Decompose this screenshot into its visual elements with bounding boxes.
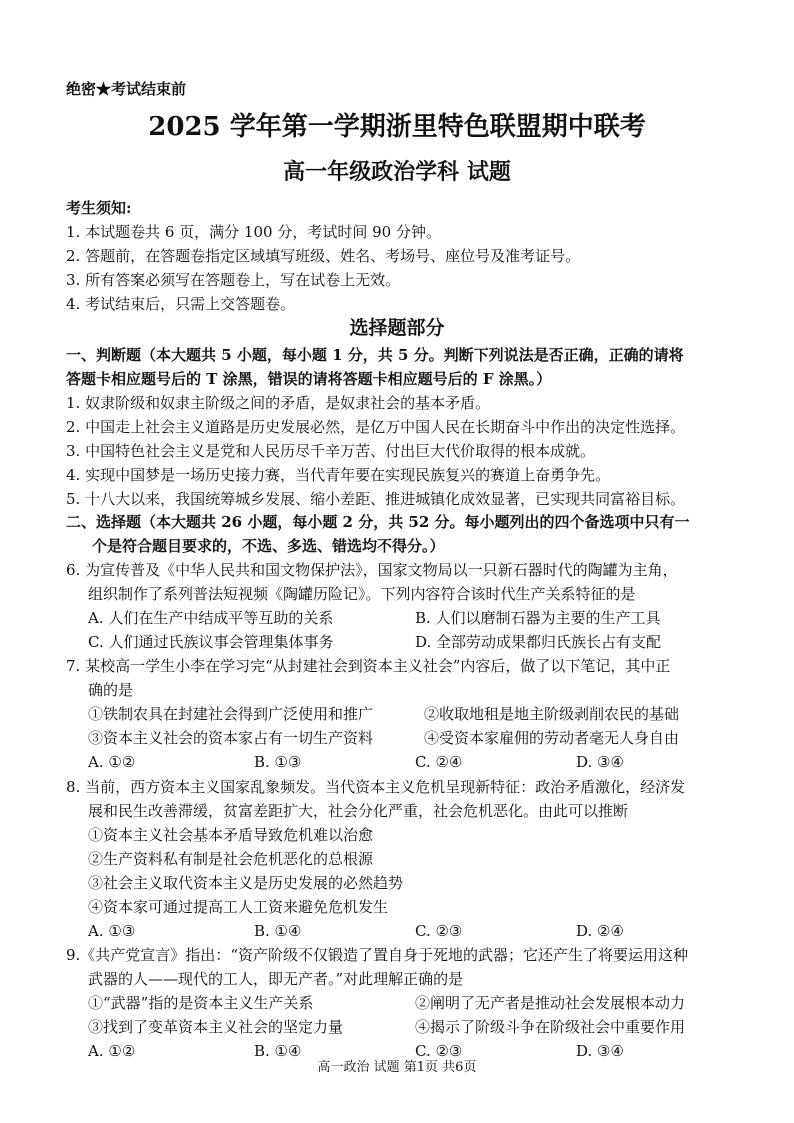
q7-statement-1: ①铁制农具在封建社会得到广泛使用和推广 [88,705,374,723]
q8-option-c: C. ②③ [415,922,463,940]
q7-option-a: A. ①② [88,753,136,771]
part2-heading: 二、选择题（本大题共 26 小题，每小题 2 分，共 52 分。每小题列出的四个备选项中只有一 [66,513,690,531]
q6-option-b: B. 人们以磨制石器为主要的生产工具 [415,609,661,627]
q9-statement-3: ③找到了变革资本主义社会的坚定力量 [88,1018,344,1036]
q8-option-b: B. ①④ [254,922,302,940]
q6-option-a: A. 人们在生产中结成平等互助的关系 [88,609,334,627]
q9-statement-4: ④揭示了阶级斗争在阶级社会中重要作用 [415,1018,686,1036]
part1-heading-cont: 答题卡相应题号后的 T 涂黑，错误的请将答题卡相应题号后的 F 涂黑。） [66,370,552,388]
q8-option-a: A. ①③ [88,922,136,940]
q6-option-c: C. 人们通过氏族议事会管理集体事务 [88,633,334,651]
question-6-stem: 6. 为宣传普及《中华人民共和国文物保护法》，国家文物局以一只新石器时代的陶罐为主角， [66,561,678,579]
q9-option-d: D. ③④ [576,1042,624,1060]
question-6-stem-cont: 组织制作了系列普法短视频《陶罐历险记》。下列内容符合该时代生产关系特征的是 [88,585,636,603]
judgment-item: 3. 中国特色社会主义是党和人民历尽千辛万苦、付出巨大代价取得的根本成就。 [66,442,596,460]
question-8-stem-cont: 展和民生改善滞缓，贫富差距扩大，社会分化严重，社会危机恶化。由此可以推断 [88,802,629,820]
q7-option-c: C. ②④ [415,753,463,771]
judgment-item: 1. 奴隶阶级和奴隶主阶级之间的矛盾，是奴隶社会的基本矛盾。 [66,394,491,412]
q8-statement-4: ④资本家可通过提高工人工资来避免危机发生 [88,898,389,916]
q9-option-a: A. ①② [88,1042,136,1060]
q8-statement-3: ③社会主义取代资本主义是历史发展的必然趋势 [88,874,404,892]
page-footer: 高一政治 试题 第1页 共6页 [317,1060,477,1075]
q6-option-d: D. 全部劳动成果都归氏族长占有支配 [415,633,662,651]
question-8-stem: 8. 当前，西方资本主义国家乱象频发。当代资本主义危机呈现新特征：政治矛盾激化，经济发 [66,778,686,796]
exam-subtitle: 高一年级政治学科 试题 [283,159,511,185]
q8-statement-2: ②生产资料私有制是社会危机恶化的总根源 [88,850,374,868]
q8-option-d: D. ②④ [576,922,624,940]
confidential-label: 绝密★考试结束前 [66,80,187,98]
notice-item: 2. 答题前，在答题卷指定区域填写班级、姓名、考场号、座位号及准考证号。 [66,247,581,265]
q9-option-c: C. ②③ [415,1042,463,1060]
notice-item: 1. 本试题卷共 6 页，满分 100 分，考试时间 90 分钟。 [66,223,441,241]
q7-statement-2: ②收取地租是地主阶级剥削农民的基础 [424,705,680,723]
q7-statement-3: ③资本主义社会的资本家占有一切生产资料 [88,729,374,747]
notice-item: 3. 所有答案必须写在答题卷上，写在试卷上无效。 [66,271,401,289]
question-9-stem: 9.《共产党宣言》指出：“资产阶级不仅锻造了置自身于死地的武器；它还产生了将要运用这种 [66,946,688,964]
section-title: 选择题部分 [349,317,445,339]
q9-statement-2: ②阐明了无产者是推动社会发展根本动力 [415,994,686,1012]
part2-heading-cont: 个是符合题目要求的，不选、多选、错选均不得分。） [92,537,445,555]
exam-title: 2025 学年第一学期浙里特色联盟期中联考 [148,112,646,142]
q8-statement-1: ①资本主义社会基本矛盾导致危机难以治愈 [88,826,374,844]
judgment-item: 5. 十八大以来，我国统筹城乡发展、缩小差距、推进城镇化成效显著，已实现共同富裕目标。 [66,490,686,508]
question-9-stem-cont: 武器的人——现代的工人，即无产者。”对此理解正确的是 [88,970,464,988]
judgment-item: 2. 中国走上社会主义道路是历史发展必然，是亿万中国人民在长期奋斗中作出的决定性选择。 [66,418,686,436]
notice-item: 4. 考试结束后，只需上交答题卷。 [66,295,296,313]
judgment-item: 4. 实现中国梦是一场历史接力赛，当代青年要在实现民族复兴的赛道上奋勇争先。 [66,466,611,484]
q9-statement-1: ①“武器”指的是资本主义生产关系 [88,994,314,1012]
question-7-stem-cont: 确的是 [88,681,134,699]
question-7-stem: 7. 某校高一学生小李在学习完“从封建社会到资本主义社会”内容后，做了以下笔记，其中正 [66,657,671,675]
notice-heading: 考生须知: [66,199,132,217]
q7-option-d: D. ③④ [576,753,624,771]
q7-statement-4: ④受资本家雇佣的劳动者毫无人身自由 [424,729,680,747]
part1-heading: 一、判断题（本大题共 5 小题，每小题 1 分，共 5 分。判断下列说法是否正确，正确的请将 [66,346,684,364]
q7-option-b: B. ①③ [254,753,302,771]
q9-option-b: B. ①④ [254,1042,302,1060]
